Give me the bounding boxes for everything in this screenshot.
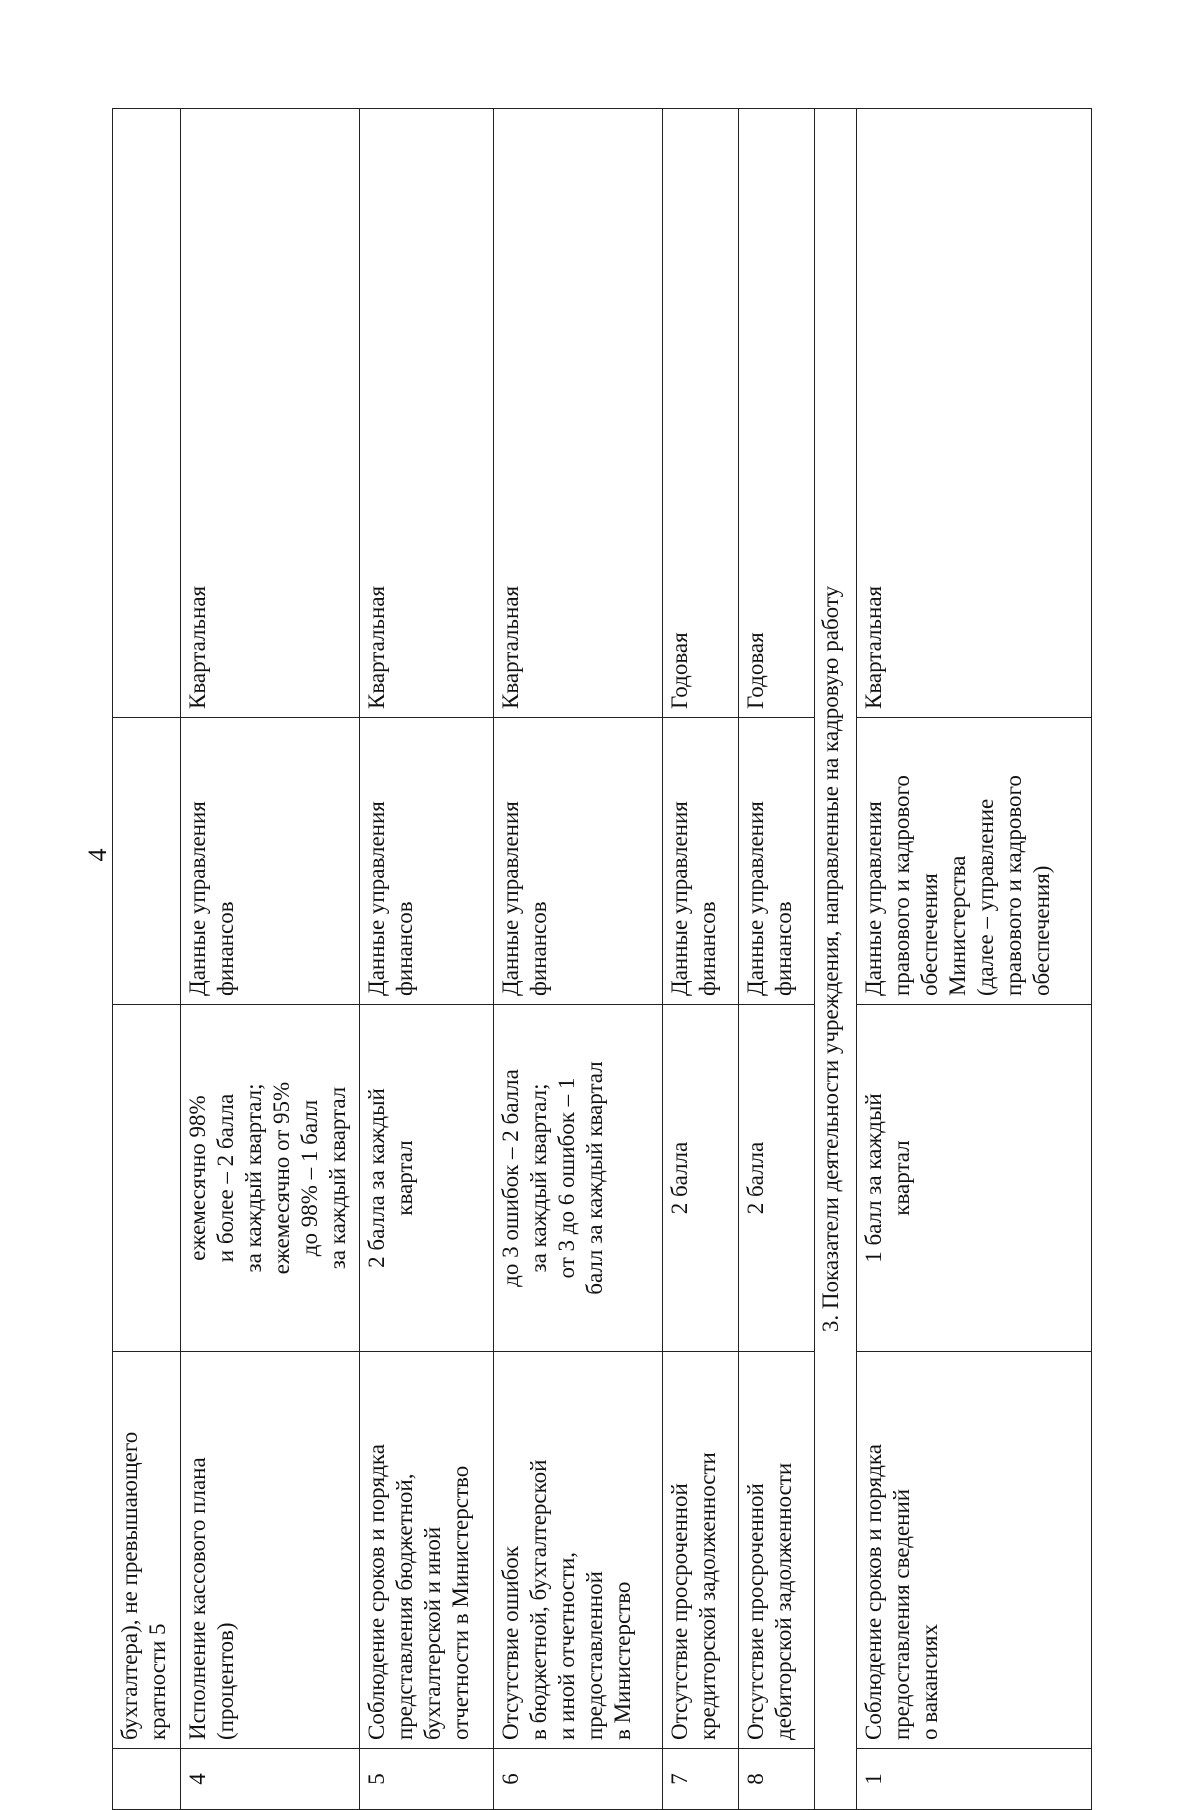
row-number: 7 (663, 1749, 739, 1810)
period-cell: Годовая (739, 109, 815, 718)
period-cell (113, 109, 181, 718)
row-number: 5 (360, 1749, 494, 1810)
indicator-cell: бухгалтера), не превышающего кратности 5 (113, 1352, 181, 1749)
indicator-cell: Соблюдение сроков и порядка представления бюджетной, бухгалтерской и иной отчетности в Министерство (360, 1352, 494, 1749)
period-cell: Квартальная (360, 109, 494, 718)
table-row (856, 109, 1091, 1810)
source-cell: Данные управления финансов (494, 718, 663, 1005)
indicators-table-sheet (112, 108, 1092, 1810)
source-cell: Данные управления финансов (739, 718, 815, 1005)
table-row (180, 109, 359, 1810)
table-row (494, 109, 663, 1810)
table-row (663, 109, 739, 1810)
page-number: 4 (83, 848, 112, 862)
indicator-cell: Отсутствие просроченной дебиторской задолженности (739, 1352, 815, 1749)
score-cell: 1 балл за каждый квартал (856, 1005, 1091, 1352)
table-row (739, 109, 815, 1810)
score-cell: до 3 ошибок – 2 балла за каждый квартал; от 3 до 6 ошибок – 1 балл за каждый квартал (494, 1005, 663, 1352)
score-cell: 2 балла за каждый квартал (360, 1005, 494, 1352)
period-cell: Годовая (663, 109, 739, 718)
indicators-table (112, 108, 1092, 1810)
score-cell (113, 1005, 181, 1352)
row-number: 4 (180, 1749, 359, 1810)
source-cell (113, 718, 181, 1005)
source-cell: Данные управления финансов (663, 718, 739, 1005)
source-cell: Данные управления финансов (360, 718, 494, 1005)
score-cell: 2 балла (663, 1005, 739, 1352)
table-row (360, 109, 494, 1810)
indicator-cell: Соблюдение сроков и порядка предоставления сведений о вакансиях (856, 1352, 1091, 1749)
section-title: 3. Показатели деятельности учреждения, направленные на кадровую работу (815, 109, 857, 1810)
score-cell: ежемесячно 98% и более – 2 балла за каждый квартал; ежемесячно от 95% до 98% – 1 балл за каждый квартал (180, 1005, 359, 1352)
score-cell: 2 балла (739, 1005, 815, 1352)
section-header-row (815, 109, 857, 1810)
row-number: 8 (739, 1749, 815, 1810)
period-cell: Квартальная (494, 109, 663, 718)
row-number: 1 (856, 1749, 1091, 1810)
source-cell: Данные управления финансов (180, 718, 359, 1005)
indicator-cell: Исполнение кассового плана (процентов) (180, 1352, 359, 1749)
period-cell: Квартальная (856, 109, 1091, 718)
indicator-cell: Отсутствие просроченной кредиторской задолженности (663, 1352, 739, 1749)
table-row (113, 109, 181, 1810)
source-cell: Данные управления правового и кадрового обеспечения Министерства (далее – управление правового и кадрового обеспечения) (856, 718, 1091, 1005)
period-cell: Квартальная (180, 109, 359, 718)
indicator-cell: Отсутствие ошибок в бюджетной, бухгалтерской и иной отчетности, предоставленной в Министерство (494, 1352, 663, 1749)
row-number: 6 (494, 1749, 663, 1810)
row-number (113, 1749, 181, 1810)
